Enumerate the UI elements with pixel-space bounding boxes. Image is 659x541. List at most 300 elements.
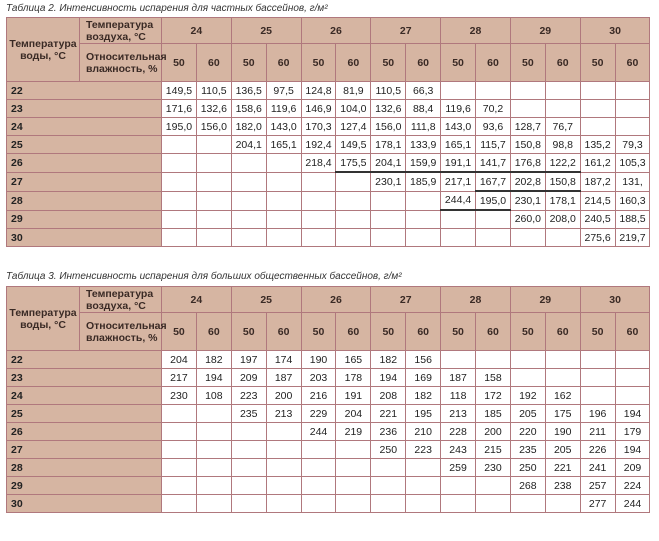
table-row [7, 172, 650, 191]
value-cell: 185,9 [406, 172, 441, 191]
value-cell: 195,0 [476, 191, 511, 210]
humidity-value: 50 [580, 313, 615, 351]
humidity-value: 60 [476, 44, 511, 82]
value-cell: 132,6 [196, 100, 231, 118]
humidity-value: 50 [231, 313, 266, 351]
value-cell: 217,1 [441, 172, 476, 191]
value-cell: 187,2 [580, 172, 615, 191]
value-cell: 81,9 [336, 82, 371, 100]
value-cell: 211 [580, 423, 615, 441]
value-cell: 119,6 [441, 100, 476, 118]
value-cell [231, 210, 266, 229]
value-cell: 178,1 [371, 136, 406, 154]
value-cell: 172 [476, 387, 511, 405]
value-cell [231, 477, 266, 495]
value-cell: 241 [580, 459, 615, 477]
air-temp-25: 25 [231, 18, 301, 44]
value-cell [196, 423, 231, 441]
value-cell: 219 [336, 423, 371, 441]
air-temp-28: 28 [441, 18, 511, 44]
value-cell: 277 [580, 495, 615, 513]
water-temp-cell: 28 [7, 191, 162, 210]
water-temp-cell: 23 [7, 369, 162, 387]
table-row [7, 210, 650, 229]
humidity-value: 60 [545, 44, 580, 82]
humidity-value: 50 [510, 44, 545, 82]
table-row [7, 441, 650, 459]
value-cell: 156,0 [196, 118, 231, 136]
value-cell: 174 [266, 351, 301, 369]
value-cell [371, 229, 406, 247]
value-cell [371, 459, 406, 477]
value-cell: 259 [441, 459, 476, 477]
value-cell: 228 [441, 423, 476, 441]
humidity-header: Относительная влажность, % [80, 44, 162, 82]
value-cell [406, 495, 441, 513]
header-row-humidity [7, 313, 650, 351]
table-row [7, 459, 650, 477]
water-temp-cell: 26 [7, 154, 162, 173]
humidity-value: 60 [266, 313, 301, 351]
value-cell [162, 459, 197, 477]
value-cell [196, 172, 231, 191]
value-cell: 185 [476, 405, 511, 423]
value-cell: 110,5 [196, 82, 231, 100]
value-cell: 196 [580, 405, 615, 423]
value-cell [162, 495, 197, 513]
humidity-value: 50 [301, 313, 336, 351]
value-cell: 244,4 [441, 191, 476, 210]
table-row [7, 477, 650, 495]
value-cell: 220 [510, 423, 545, 441]
value-cell: 88,4 [406, 100, 441, 118]
value-cell [441, 210, 476, 229]
value-cell [196, 229, 231, 247]
humidity-value: 60 [196, 44, 231, 82]
value-cell [196, 154, 231, 173]
water-temp-header: Температура воды, °С [7, 287, 80, 351]
humidity-value: 60 [196, 313, 231, 351]
humidity-value: 50 [301, 44, 336, 82]
table-row [7, 369, 650, 387]
water-temp-cell: 29 [7, 210, 162, 229]
value-cell: 191 [336, 387, 371, 405]
value-cell: 167,7 [476, 172, 511, 191]
value-cell: 156,0 [371, 118, 406, 136]
value-cell: 110,5 [371, 82, 406, 100]
value-cell [476, 229, 511, 247]
value-cell: 175,5 [336, 154, 371, 173]
value-cell: 165,1 [266, 136, 301, 154]
value-cell [476, 495, 511, 513]
water-temp-cell: 27 [7, 172, 162, 191]
humidity-value: 50 [510, 313, 545, 351]
water-temp-cell: 27 [7, 441, 162, 459]
air-temp-28: 28 [441, 287, 511, 313]
value-cell [231, 423, 266, 441]
value-cell: 188,5 [615, 210, 650, 229]
value-cell [336, 495, 371, 513]
value-cell: 182 [371, 351, 406, 369]
value-cell [266, 229, 301, 247]
water-temp-cell: 22 [7, 82, 162, 100]
value-cell [162, 405, 197, 423]
value-cell [301, 495, 336, 513]
value-cell: 203 [301, 369, 336, 387]
table-row [7, 100, 650, 118]
value-cell: 244 [301, 423, 336, 441]
value-cell: 257 [580, 477, 615, 495]
table3-public-pools [6, 286, 650, 513]
value-cell: 146,9 [301, 100, 336, 118]
value-cell: 205 [545, 441, 580, 459]
value-cell [580, 82, 615, 100]
humidity-value: 50 [162, 313, 197, 351]
value-cell [266, 154, 301, 173]
value-cell: 76,7 [545, 118, 580, 136]
value-cell [162, 441, 197, 459]
value-cell: 214,5 [580, 191, 615, 210]
value-cell: 187 [266, 369, 301, 387]
value-cell [336, 441, 371, 459]
value-cell [441, 477, 476, 495]
value-cell [301, 229, 336, 247]
table-row [7, 351, 650, 369]
value-cell: 200 [476, 423, 511, 441]
value-cell: 235 [510, 441, 545, 459]
value-cell [231, 459, 266, 477]
value-cell: 194 [196, 369, 231, 387]
humidity-value: 50 [231, 44, 266, 82]
value-cell: 190 [545, 423, 580, 441]
value-cell [336, 477, 371, 495]
table-row [7, 405, 650, 423]
water-temp-cell: 25 [7, 136, 162, 154]
value-cell [196, 405, 231, 423]
air-temp-30: 30 [580, 287, 650, 313]
air-temp-25: 25 [231, 287, 301, 313]
value-cell [510, 100, 545, 118]
value-cell: 170,3 [301, 118, 336, 136]
value-cell [196, 441, 231, 459]
value-cell: 158,6 [231, 100, 266, 118]
value-cell [162, 154, 197, 173]
value-cell: 175 [545, 405, 580, 423]
table-row [7, 82, 650, 100]
value-cell [545, 369, 580, 387]
value-cell [336, 459, 371, 477]
value-cell [545, 495, 580, 513]
header-row-air-temp [7, 18, 650, 44]
table3-caption: Таблица 3. Интенсивность испарения для больших общественных бассейнов, г/м² [6, 271, 402, 282]
value-cell [231, 172, 266, 191]
value-cell: 209 [615, 459, 650, 477]
water-temp-cell: 30 [7, 495, 162, 513]
value-cell: 194 [615, 405, 650, 423]
value-cell [615, 369, 650, 387]
value-cell [196, 477, 231, 495]
value-cell: 105,3 [615, 154, 650, 173]
value-cell: 104,0 [336, 100, 371, 118]
value-cell: 161,2 [580, 154, 615, 173]
value-cell [266, 459, 301, 477]
value-cell: 97,5 [266, 82, 301, 100]
water-temp-header: Температура воды, °С [7, 18, 80, 82]
value-cell [406, 229, 441, 247]
value-cell: 190 [301, 351, 336, 369]
value-cell [580, 100, 615, 118]
humidity-value: 50 [371, 44, 406, 82]
air-temp-27: 27 [371, 287, 441, 313]
value-cell: 182 [196, 351, 231, 369]
value-cell: 221 [545, 459, 580, 477]
value-cell: 119,6 [266, 100, 301, 118]
value-cell: 204,1 [371, 154, 406, 173]
value-cell: 218,4 [301, 154, 336, 173]
value-cell [162, 210, 197, 229]
value-cell: 118 [441, 387, 476, 405]
value-cell: 223 [406, 441, 441, 459]
value-cell: 204,1 [231, 136, 266, 154]
value-cell [162, 477, 197, 495]
table-row [7, 495, 650, 513]
humidity-value: 60 [476, 313, 511, 351]
value-cell: 197 [231, 351, 266, 369]
value-cell: 178 [336, 369, 371, 387]
value-cell: 195,0 [162, 118, 197, 136]
humidity-value: 60 [615, 313, 650, 351]
value-cell: 230 [162, 387, 197, 405]
value-cell [301, 191, 336, 210]
value-cell: 111,8 [406, 118, 441, 136]
value-cell: 192,4 [301, 136, 336, 154]
water-temp-cell: 24 [7, 118, 162, 136]
value-cell: 240,5 [580, 210, 615, 229]
value-cell [545, 229, 580, 247]
value-cell: 194 [371, 369, 406, 387]
value-cell: 194 [615, 441, 650, 459]
water-temp-cell: 24 [7, 387, 162, 405]
value-cell [545, 100, 580, 118]
humidity-value: 60 [336, 313, 371, 351]
value-cell [266, 172, 301, 191]
value-cell: 219,7 [615, 229, 650, 247]
value-cell: 213 [266, 405, 301, 423]
value-cell: 205 [510, 405, 545, 423]
value-cell: 208 [371, 387, 406, 405]
value-cell [196, 459, 231, 477]
table-row [7, 154, 650, 173]
value-cell [615, 387, 650, 405]
value-cell: 208,0 [545, 210, 580, 229]
value-cell [371, 210, 406, 229]
value-cell: 230,1 [510, 191, 545, 210]
humidity-value: 50 [580, 44, 615, 82]
header-row-air-temp [7, 287, 650, 313]
humidity-value: 60 [545, 313, 580, 351]
water-temp-cell: 29 [7, 477, 162, 495]
value-cell: 221 [371, 405, 406, 423]
table-row [7, 229, 650, 247]
value-cell: 209 [231, 369, 266, 387]
value-cell [231, 191, 266, 210]
table-row [7, 191, 650, 210]
air-temp-29: 29 [510, 287, 580, 313]
value-cell: 243 [441, 441, 476, 459]
value-cell [266, 477, 301, 495]
value-cell: 268 [510, 477, 545, 495]
value-cell [231, 495, 266, 513]
value-cell: 250 [510, 459, 545, 477]
value-cell: 202,8 [510, 172, 545, 191]
value-cell [336, 210, 371, 229]
value-cell [301, 459, 336, 477]
value-cell: 165 [336, 351, 371, 369]
value-cell: 108 [196, 387, 231, 405]
value-cell [545, 351, 580, 369]
value-cell: 156 [406, 351, 441, 369]
water-temp-cell: 28 [7, 459, 162, 477]
value-cell: 230,1 [371, 172, 406, 191]
value-cell [580, 351, 615, 369]
value-cell: 235 [231, 405, 266, 423]
value-cell [441, 82, 476, 100]
value-cell [371, 191, 406, 210]
value-cell: 250 [371, 441, 406, 459]
value-cell [162, 172, 197, 191]
value-cell [615, 351, 650, 369]
value-cell [476, 82, 511, 100]
value-cell: 216 [301, 387, 336, 405]
value-cell: 150,8 [545, 172, 580, 191]
value-cell: 159,9 [406, 154, 441, 173]
value-cell [301, 172, 336, 191]
value-cell [580, 369, 615, 387]
humidity-value: 60 [266, 44, 301, 82]
value-cell [196, 136, 231, 154]
value-cell: 149,5 [336, 136, 371, 154]
value-cell [196, 495, 231, 513]
value-cell [580, 387, 615, 405]
value-cell: 133,9 [406, 136, 441, 154]
value-cell: 226 [580, 441, 615, 459]
value-cell [476, 210, 511, 229]
value-cell [266, 495, 301, 513]
value-cell [336, 172, 371, 191]
value-cell [301, 210, 336, 229]
value-cell: 171,6 [162, 100, 197, 118]
air-temp-26: 26 [301, 287, 371, 313]
air-temp-27: 27 [371, 18, 441, 44]
value-cell [266, 210, 301, 229]
value-cell: 187 [441, 369, 476, 387]
humidity-value: 50 [441, 313, 476, 351]
value-cell [441, 229, 476, 247]
value-cell: 195 [406, 405, 441, 423]
table2-private-pools [6, 17, 650, 247]
value-cell [510, 495, 545, 513]
value-cell: 158 [476, 369, 511, 387]
value-cell [510, 82, 545, 100]
value-cell [301, 477, 336, 495]
value-cell [196, 191, 231, 210]
value-cell: 124,8 [301, 82, 336, 100]
value-cell [615, 82, 650, 100]
value-cell: 204 [336, 405, 371, 423]
value-cell: 132,6 [371, 100, 406, 118]
value-cell: 143,0 [266, 118, 301, 136]
value-cell: 143,0 [441, 118, 476, 136]
humidity-value: 50 [371, 313, 406, 351]
value-cell: 66,3 [406, 82, 441, 100]
value-cell [336, 229, 371, 247]
water-temp-cell: 26 [7, 423, 162, 441]
value-cell [441, 351, 476, 369]
air-temp-header: Температура воздуха, °С [80, 18, 162, 44]
value-cell [266, 191, 301, 210]
humidity-value: 60 [406, 313, 441, 351]
value-cell [545, 82, 580, 100]
value-cell: 93,6 [476, 118, 511, 136]
value-cell: 229 [301, 405, 336, 423]
value-cell: 213 [441, 405, 476, 423]
value-cell [615, 100, 650, 118]
value-cell [441, 495, 476, 513]
value-cell: 122,2 [545, 154, 580, 173]
value-cell: 204 [162, 351, 197, 369]
table-row [7, 423, 650, 441]
value-cell: 217 [162, 369, 197, 387]
value-cell: 149,5 [162, 82, 197, 100]
water-temp-cell: 23 [7, 100, 162, 118]
value-cell: 236 [371, 423, 406, 441]
value-cell [162, 191, 197, 210]
value-cell: 200 [266, 387, 301, 405]
value-cell [162, 136, 197, 154]
humidity-value: 50 [441, 44, 476, 82]
value-cell: 238 [545, 477, 580, 495]
value-cell: 275,6 [580, 229, 615, 247]
value-cell: 128,7 [510, 118, 545, 136]
value-cell: 70,2 [476, 100, 511, 118]
water-temp-cell: 25 [7, 405, 162, 423]
value-cell [406, 477, 441, 495]
humidity-value: 50 [162, 44, 197, 82]
value-cell [406, 210, 441, 229]
value-cell [406, 459, 441, 477]
water-temp-cell: 22 [7, 351, 162, 369]
value-cell [615, 118, 650, 136]
air-temp-24: 24 [162, 287, 232, 313]
air-temp-30: 30 [580, 18, 650, 44]
value-cell: 176,8 [510, 154, 545, 173]
value-cell [266, 423, 301, 441]
air-temp-header: Температура воздуха, °С [80, 287, 162, 313]
value-cell: 127,4 [336, 118, 371, 136]
air-temp-26: 26 [301, 18, 371, 44]
value-cell [476, 351, 511, 369]
value-cell: 131, [615, 172, 650, 191]
value-cell: 260,0 [510, 210, 545, 229]
value-cell [231, 154, 266, 173]
value-cell: 115,7 [476, 136, 511, 154]
humidity-header: Относительная влажность, % [80, 313, 162, 351]
value-cell [162, 229, 197, 247]
value-cell [580, 118, 615, 136]
value-cell [406, 191, 441, 210]
humidity-value: 60 [615, 44, 650, 82]
value-cell: 182 [406, 387, 441, 405]
